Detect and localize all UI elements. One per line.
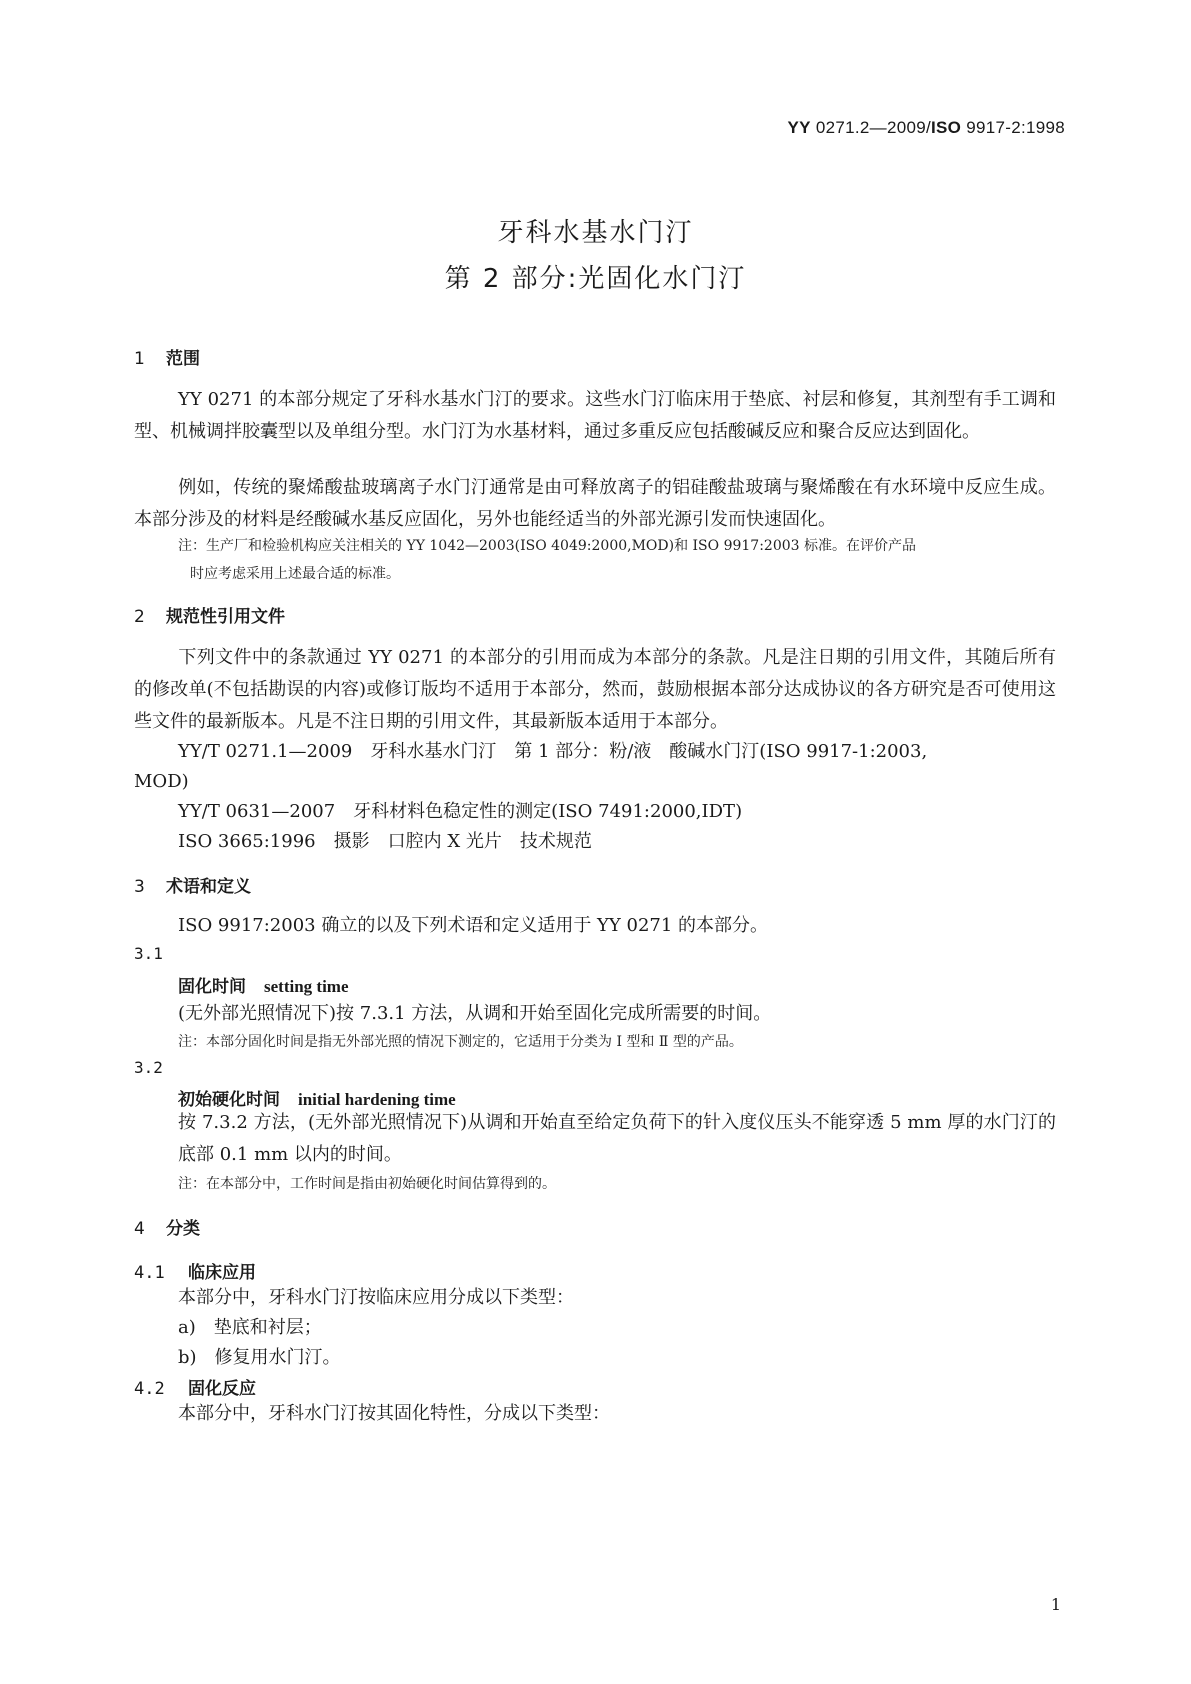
term-3-1-number: 3.1 <box>134 944 163 963</box>
term-3-1-note: 注：本部分固化时间是指无外部光照的情况下测定的，它适用于分类为 Ⅰ 型和 Ⅱ 型的产品。 <box>178 1034 743 1050</box>
section-1-paragraph-2 <box>134 472 1056 536</box>
code-prefix: YY <box>787 118 811 137</box>
list-item-b: b) 修复用水门汀。 <box>178 1347 341 1368</box>
standard-code <box>788 118 1065 138</box>
term-3-2-note: 注：在本部分中，工作时间是指由初始硬化时间估算得到的。 <box>178 1176 556 1192</box>
section-4-1-title: 临床应用 <box>188 1263 256 1283</box>
section-2-p1-text: 下列文件中的条款通过 YY 0271 的本部分的引用而成为本部分的条款。凡是注日期的引用文件，其随后所有的修改单(不包括勘误的内容)或修订版均不适用于本部分，然而，鼓励根据本部分达成协议的各方研究是否可使用这些文件的最新版本。凡是不注日期的引用文件，其最新版本适用于本部分。 <box>134 647 1056 732</box>
section-1-note <box>178 532 1058 588</box>
section-1-note-line1: 注：生产厂和检验机构应关注相关的 YY 1042—2003(ISO 4049:2000,MOD)和 ISO 9917:2003 标准。在评价产品 <box>178 538 916 554</box>
section-4-1-number: 4.1 <box>134 1263 165 1283</box>
page-number: 1 <box>1050 1595 1061 1614</box>
list-item-a: a) 垫底和衬层； <box>178 1317 322 1338</box>
reference-2: YY/T 0631—2007 牙科材料色稳定性的测定(ISO 7491:2000,IDT) <box>178 801 743 822</box>
section-4-2-title: 固化反应 <box>188 1379 256 1399</box>
section-1-heading <box>134 344 200 369</box>
section-4-2-heading <box>134 1374 256 1399</box>
section-4-heading <box>134 1214 200 1239</box>
section-3-heading <box>134 872 251 897</box>
section-4-2-number: 4.2 <box>134 1379 165 1399</box>
term-3-1-cn: 固化时间 <box>178 977 246 997</box>
section-1-p1-text: YY 0271 的本部分规定了牙科水基水门汀的要求。这些水门汀临床用于垫底、衬层和修复，其剂型有手工调和型、机械调拌胶囊型以及单组分型。水门汀为水基材料，通过多重反应包括酸碱反应和聚合反应达到固化。 <box>134 389 1056 442</box>
section-1-p2-text: 例如，传统的聚烯酸盐玻璃离子水门汀通常是由可释放离子的铝硅酸盐玻璃与聚烯酸在有水环境中反应生成。本部分涉及的材料是经酸碱水基反应固化，另外也能经适当的外部光源引发而快速固化。 <box>134 477 1056 530</box>
section-2-heading <box>134 602 285 627</box>
term-3-2-number: 3.2 <box>134 1058 163 1077</box>
reference-3: ISO 3665:1996 摄影 口腔内 X 光片 技术规范 <box>178 831 592 852</box>
code-mid: 0271.2—2009/ <box>810 118 931 137</box>
section-2-title: 规范性引用文件 <box>166 607 285 627</box>
reference-1-cont: MOD) <box>134 771 189 792</box>
term-3-2-definition: 按 7.3.2 方法，(无外部光照情况下)从调和开始直至给定负荷下的针入度仪压头不能穿透 5 mm 厚的水门汀的底部 0.1 mm 以内的时间。 <box>178 1112 1056 1165</box>
section-3-number: 3 <box>134 877 145 897</box>
section-1-paragraph-1 <box>134 384 1056 448</box>
section-2-number: 2 <box>134 607 145 627</box>
code-iso: ISO <box>931 118 962 137</box>
code-suffix: 9917-2:1998 <box>961 118 1065 137</box>
section-3-title: 术语和定义 <box>166 877 251 897</box>
reference-1: YY/T 0271.1—2009 牙科水基水门汀 第 1 部分：粉/液 酸碱水门汀(ISO 9917-1:2003, <box>178 741 928 762</box>
term-3-2-cn: 初始硬化时间 <box>178 1090 280 1110</box>
section-4-title: 分类 <box>166 1219 200 1239</box>
term-3-2-en: initial hardening time <box>298 1090 456 1109</box>
section-1-note-line2: 时应考虑采用上述最合适的标准。 <box>190 566 400 582</box>
term-3-1 <box>178 972 349 997</box>
document-title-line2: 第 2 部分:光固化水门汀 <box>444 264 747 294</box>
section-4-1-paragraph: 本部分中，牙科水门汀按临床应用分成以下类型： <box>178 1287 574 1308</box>
section-1-title: 范围 <box>166 349 200 369</box>
section-1-number: 1 <box>134 349 145 369</box>
term-3-1-en: setting time <box>264 977 349 996</box>
section-3-paragraph: ISO 9917:2003 确立的以及下列术语和定义适用于 YY 0271 的本部分。 <box>178 915 769 936</box>
section-2-paragraph <box>134 642 1056 738</box>
term-3-1-definition: (无外部光照情况下)按 7.3.1 方法，从调和开始至固化完成所需要的时间。 <box>178 1003 772 1024</box>
section-4-2-paragraph: 本部分中，牙科水门汀按其固化特性，分成以下类型： <box>178 1403 610 1424</box>
document-title-line1: 牙科水基水门汀 <box>497 218 694 248</box>
section-4-number: 4 <box>134 1219 145 1239</box>
section-4-1-heading <box>134 1258 256 1283</box>
